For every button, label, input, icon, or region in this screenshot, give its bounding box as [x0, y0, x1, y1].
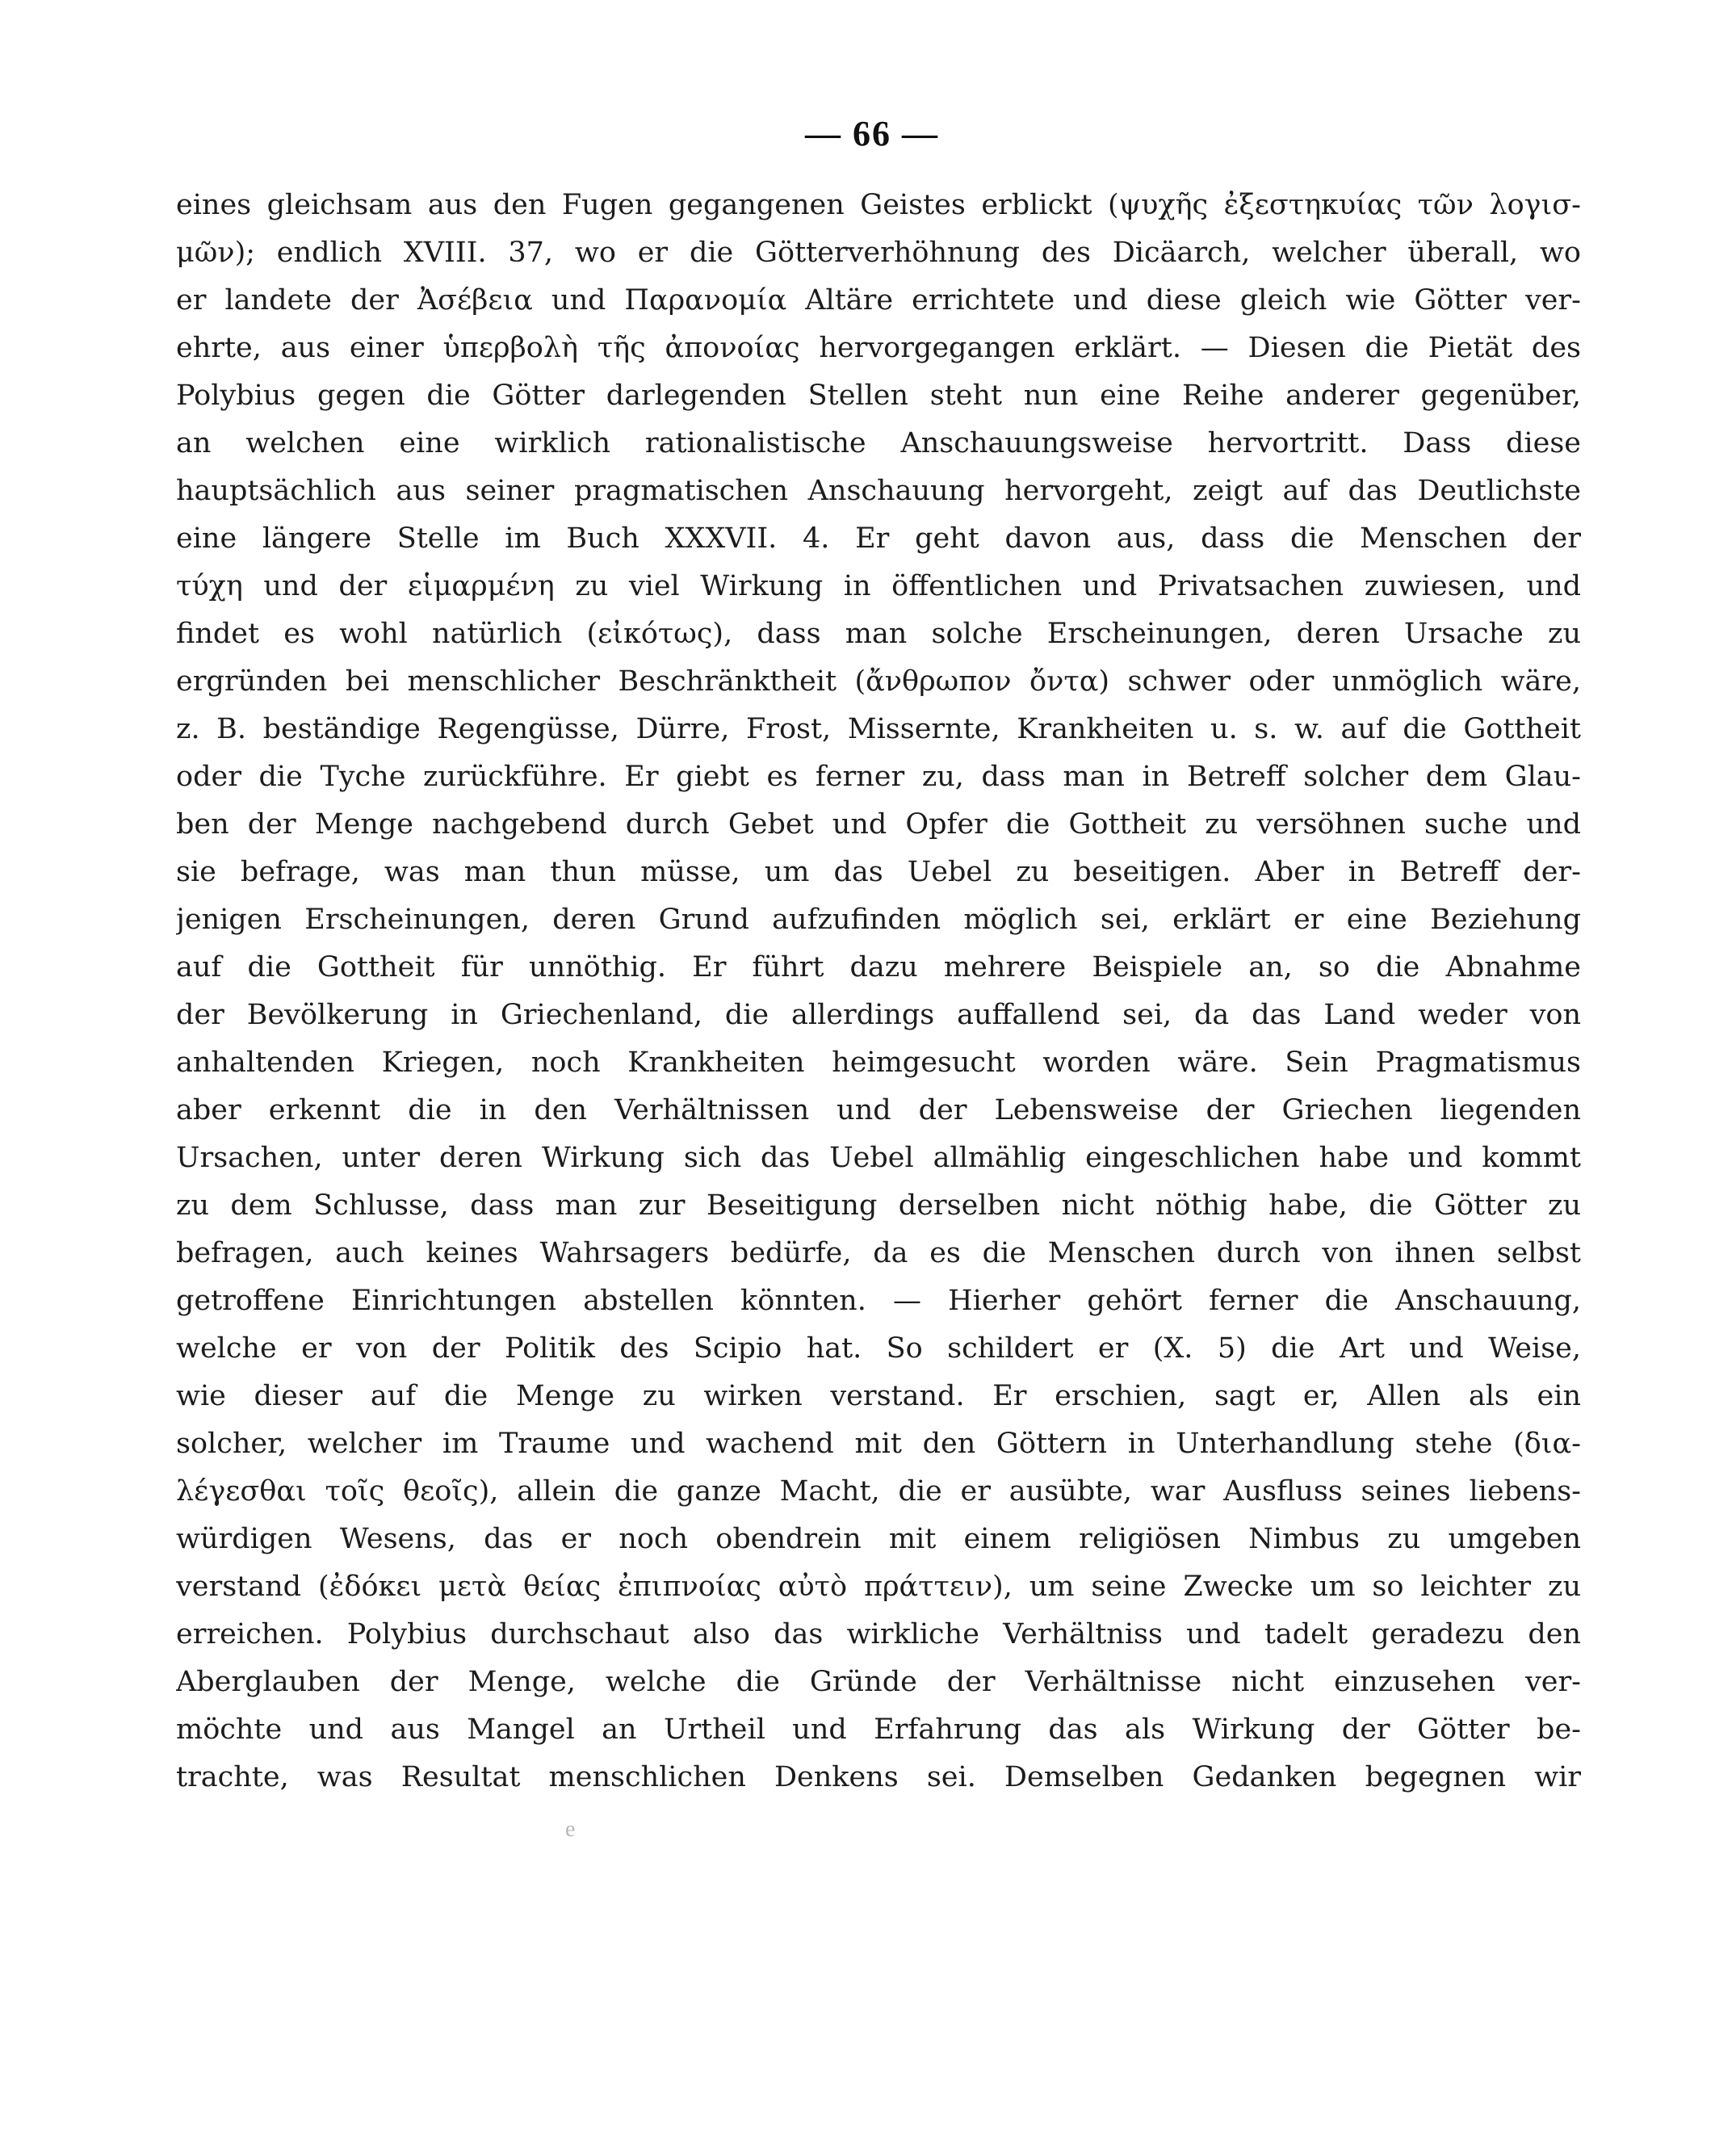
text-line: hauptsächlich aus seiner pragmatischen Anschauung hervorgeht, zeigt auf das Deutlichste: [176, 475, 1581, 507]
bleed-through-mark: e: [565, 1817, 576, 1842]
text-line: er landete der Ἀσέβεια und Παρανομία Altäre errichtete und diese gleich wie Götter ver-: [176, 284, 1581, 317]
text-line: welche er von der Politik des Scipio hat. So schildert er (X. 5) die Art und Weise,: [176, 1332, 1581, 1365]
body-text: [176, 182, 1581, 1801]
text-line: findet es wohl natürlich (εἰκότως), dass man solche Erscheinungen, deren Ursache zu: [176, 618, 1581, 650]
text-line: μῶν); endlich XVIII. 37, wo er die Götterverhöhnung des Dicäarch, welcher überall, wo: [176, 237, 1581, 269]
text-line: ben der Menge nachgebend durch Gebet und Opfer die Gottheit zu versöhnen suche und: [176, 808, 1581, 841]
text-line: würdigen Wesens, das er noch obendrein mit einem religiösen Nimbus zu umgeben: [176, 1523, 1581, 1555]
text-line: solcher, welcher im Traume und wachend mit den Göttern in Unterhandlung stehe (δια-: [176, 1428, 1581, 1460]
text-line: z. B. beständige Regengüsse, Dürre, Frost, Missernte, Krankheiten u. s. w. auf die Gottheit: [176, 713, 1581, 745]
text-line: verstand (ἐδόκει μετὰ θείας ἐπιπνοίας αὐτὸ πράττειν), um seine Zwecke um so leichter zu: [176, 1571, 1581, 1603]
text-line: erreichen. Polybius durchschaut also das wirkliche Verhältniss und tadelt geradezu den: [176, 1618, 1581, 1650]
text-line: getroffene Einrichtungen abstellen könnten. — Hierher gehört ferner die Anschauung,: [176, 1285, 1581, 1317]
text-line: Ursachen, unter deren Wirkung sich das Uebel allmählig eingeschlichen habe und kommt: [176, 1142, 1581, 1174]
text-line: oder die Tyche zurückführe. Er giebt es ferner zu, dass man in Betreff solcher dem Glau-: [176, 761, 1581, 793]
text-line: wie dieser auf die Menge zu wirken verstand. Er erschien, sagt er, Allen als ein: [176, 1380, 1581, 1412]
text-line: Polybius gegen die Götter darlegenden Stellen steht nun eine Reihe anderer gegenüber,: [176, 380, 1581, 412]
text-line: ehrte, aus einer ὑπερβολὴ τῆς ἀπονοίας hervorgegangen erklärt. — Diesen die Pietät des: [176, 332, 1581, 364]
text-line: λέγεσθαι τοῖς θεοῖς), allein die ganze Macht, die er ausübte, war Ausfluss seines liebens-: [176, 1475, 1581, 1508]
text-line: trachte, was Resultat menschlichen Denkens sei. Demselben Gedanken begegnen wir: [176, 1761, 1581, 1793]
text-line: jenigen Erscheinungen, deren Grund aufzufinden möglich sei, erklärt er eine Beziehung: [176, 904, 1581, 936]
text-line: ergründen bei menschlicher Beschränktheit (ἄνθρωπον ὄντα) schwer oder unmöglich wäre,: [176, 665, 1581, 698]
text-line: befragen, auch keines Wahrsagers bedürfe, da es die Menschen durch von ihnen selbst: [176, 1237, 1581, 1269]
text-line: eines gleichsam aus den Fugen gegangenen Geistes erblickt (ψυχῆς ἐξεστηκυίας τῶν λογισ-: [176, 189, 1581, 221]
text-line: τύχη und der εἱμαρμένη zu viel Wirkung in öffentlichen und Privatsachen zuwiesen, und: [176, 570, 1581, 602]
text-line: an welchen eine wirklich rationalistische Anschauungsweise hervortritt. Dass diese: [176, 427, 1581, 459]
text-line: möchte und aus Mangel an Urtheil und Erfahrung das als Wirkung der Götter be-: [176, 1713, 1581, 1746]
text-line: zu dem Schlusse, dass man zur Beseitigung derselben nicht nöthig habe, die Götter zu: [176, 1189, 1581, 1222]
text-line: anhaltenden Kriegen, noch Krankheiten heimgesucht worden wäre. Sein Pragmatismus: [176, 1046, 1581, 1079]
text-line: Aberglauben der Menge, welche die Gründe der Verhältnisse nicht einzusehen ver-: [176, 1666, 1581, 1698]
text-line: der Bevölkerung in Griechenland, die allerdings auffallend sei, da das Land weder von: [176, 999, 1581, 1031]
text-line: sie befrage, was man thun müsse, um das Uebel zu beseitigen. Aber in Betreff der-: [176, 856, 1581, 888]
text-line: eine längere Stelle im Buch XXXVII. 4. Er geht davon aus, dass die Menschen der: [176, 522, 1581, 555]
text-line: aber erkennt die in den Verhältnissen und der Lebensweise der Griechen liegenden: [176, 1094, 1581, 1126]
page-number: — 66 —: [805, 114, 939, 153]
text-line: auf die Gottheit für unnöthig. Er führt dazu mehrere Beispiele an, so die Abnahme: [176, 951, 1581, 984]
